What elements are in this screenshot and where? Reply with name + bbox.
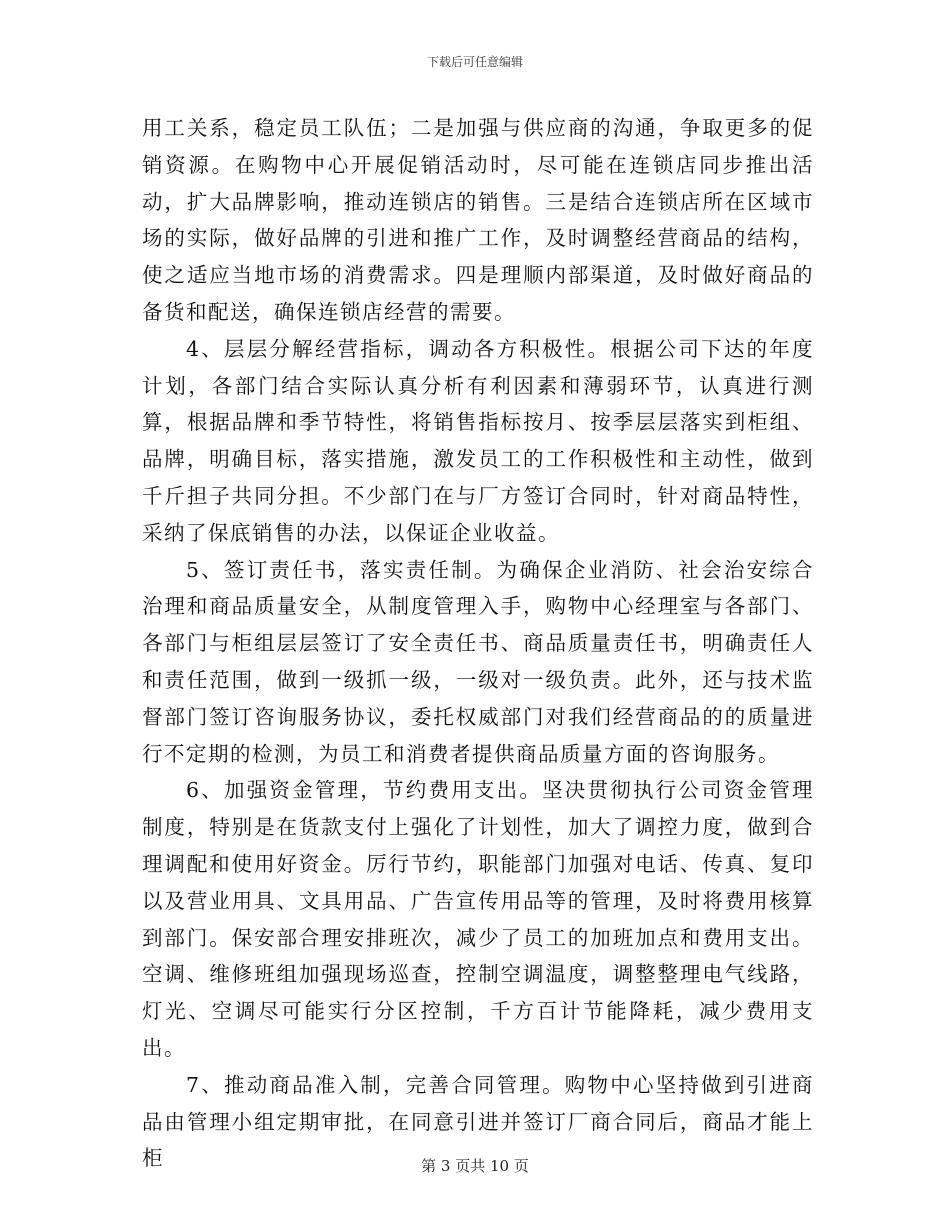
document-body [142,110,814,1177]
paragraph-item-4: 4、层层分解经营指标，调动各方积极性。根据公司下达的年度计划，各部门结合实际认真分析有利因素和薄弱环节，认真进行测算，根据品牌和季节特性，将销售指标按月、按季层层落实到柜组、品牌，明确目标，落实措施，激发员工的工作积极性和主动性，做到千斤担子共同分担。不少部门在与厂方签订合同时，针对商品特性，采纳了保底销售的办法，以保证企业收益。 [142,336,814,545]
paragraph-continued: 用工关系，稳定员工队伍；二是加强与供应商的沟通，争取更多的促销资源。在购物中心开展促销活动时，尽可能在连锁店同步推出活动，扩大品牌影响，推动连锁店的销售。三是结合连锁店所在区域市场的实际，做好品牌的引进和推广工作，及时调整经营商品的结构，使之适应当地市场的消费需求。四是理顺内部渠道，及时做好商品的备货和配送，确保连锁店经营的需要。 [142,116,814,324]
paragraph-item-7: 7、推动商品准入制，完善合同管理。购物中心坚持做到引进商品由管理小组定期审批，在同意引进并签订厂商合同后，商品才能上柜 [142,1072,814,1171]
page-header: 下载后可任意编辑 [426,55,523,69]
paragraph-item-6: 6、加强资金管理，节约费用支出。坚决贯彻执行公司资金管理制度，特别是在货款支付上强化了计划性，加大了调控力度，做到合理调配和使用好资金。厉行节约，职能部门加强对电话、传真、复印以及营业用具、文具用品、广告宣传用品等的管理，及时将费用核算到部门。保安部合理安排班次，减少了员工的加班加点和费用支出。空调、维修班组加强现场巡查，控制空调温度，调整整理电气线路，灯光、空调尽可能实行分区控制，千方百计节能降耗，减少费用支出。 [142,778,814,1060]
paragraph-item-5: 5、签订责任书，落实责任制。为确保企业消防、社会治安综合治理和商品质量安全，从制度管理入手，购物中心经理室与各部门、各部门与柜组层层签订了安全责任书、商品质量责任书，明确责任人和责任范围，做到一级抓一级，一级对一级负责。此外，还与技术监督部门签订咨询服务协议，委托权威部门对我们经营商品的的质量进行不定期的检测，为员工和消费者提供商品质量方面的咨询服务。 [142,557,814,766]
page-number: 第 3 页共 10 页 [421,1157,529,1175]
